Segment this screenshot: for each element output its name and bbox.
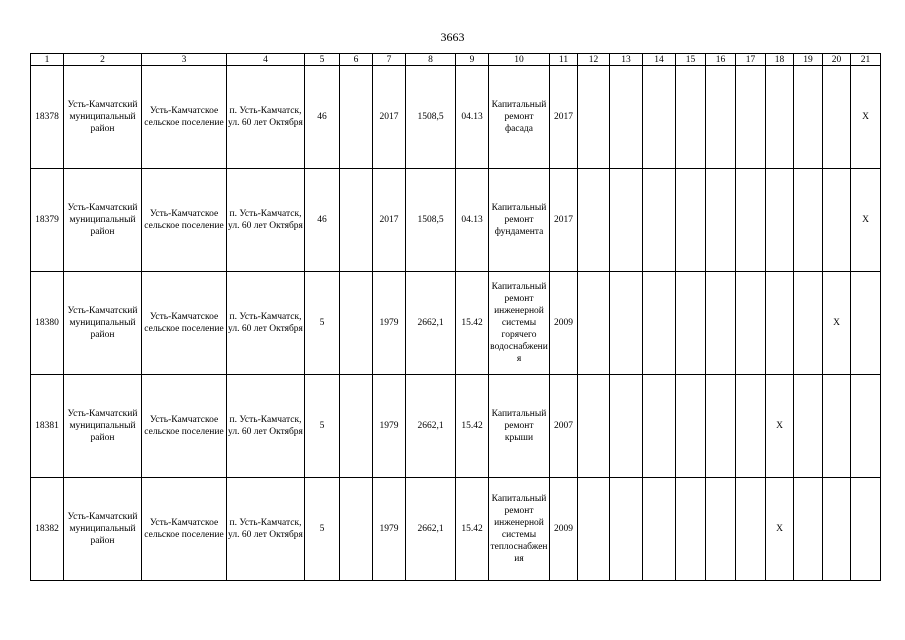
cell-col-12	[578, 478, 610, 581]
cell-col-13	[610, 478, 643, 581]
cell-col-3: Усть-Камчатское сельское поселение	[142, 478, 227, 581]
cell-col-12	[578, 375, 610, 478]
cell-col-19	[794, 66, 823, 169]
cell-col-12	[578, 66, 610, 169]
cell-col-9: 04.13	[456, 169, 489, 272]
cell-col-1: 18379	[31, 169, 64, 272]
cell-col-3: Усть-Камчатское сельское поселение	[142, 169, 227, 272]
cell-col-12	[578, 272, 610, 375]
cell-col-10: Капитальный ремонт фундамента	[489, 169, 550, 272]
cell-col-5: 46	[305, 169, 340, 272]
cell-col-16	[706, 169, 736, 272]
cell-col-8: 2662,1	[406, 478, 456, 581]
cell-col-4: п. Усть-Камчатск, ул. 60 лет Октября	[227, 272, 305, 375]
cell-col-15	[676, 272, 706, 375]
page-number: 3663	[440, 30, 465, 44]
cell-col-8: 2662,1	[406, 272, 456, 375]
column-header: 3	[142, 54, 227, 66]
column-header: 16	[706, 54, 736, 66]
cell-col-8: 1508,5	[406, 66, 456, 169]
cell-col-15	[676, 66, 706, 169]
table-row	[31, 169, 881, 272]
cell-col-11: 2017	[550, 66, 578, 169]
cell-col-2: Усть-Камчатский муниципальный район	[64, 66, 142, 169]
cell-col-19	[794, 169, 823, 272]
cell-col-20	[823, 375, 851, 478]
cell-col-16	[706, 272, 736, 375]
cell-col-9: 15.42	[456, 272, 489, 375]
cell-col-5: 5	[305, 375, 340, 478]
cell-col-21	[851, 272, 881, 375]
cell-col-17	[736, 169, 766, 272]
cell-col-18	[766, 272, 794, 375]
cell-col-7: 1979	[373, 272, 406, 375]
cell-col-18	[766, 169, 794, 272]
column-header: 20	[823, 54, 851, 66]
cell-col-19	[794, 478, 823, 581]
column-header: 7	[373, 54, 406, 66]
cell-col-10: Капитальный ремонт фасада	[489, 66, 550, 169]
column-header: 6	[340, 54, 373, 66]
column-header: 18	[766, 54, 794, 66]
cell-col-17	[736, 66, 766, 169]
table-row	[31, 478, 881, 581]
cell-col-21: Х	[851, 169, 881, 272]
column-header: 1	[31, 54, 64, 66]
table-row	[31, 66, 881, 169]
column-header: 11	[550, 54, 578, 66]
register-table	[30, 53, 881, 581]
cell-col-14	[643, 169, 676, 272]
cell-col-14	[643, 272, 676, 375]
cell-col-13	[610, 169, 643, 272]
cell-col-16	[706, 66, 736, 169]
column-header: 12	[578, 54, 610, 66]
cell-col-5: 5	[305, 478, 340, 581]
cell-col-20	[823, 478, 851, 581]
column-header: 21	[851, 54, 881, 66]
cell-col-10: Капитальный ремонт крыши	[489, 375, 550, 478]
cell-col-11: 2017	[550, 169, 578, 272]
cell-col-9: 15.42	[456, 375, 489, 478]
cell-col-5: 5	[305, 272, 340, 375]
cell-col-7: 1979	[373, 478, 406, 581]
cell-col-14	[643, 66, 676, 169]
cell-col-14	[643, 375, 676, 478]
cell-col-16	[706, 375, 736, 478]
cell-col-2: Усть-Камчатский муниципальный район	[64, 169, 142, 272]
cell-col-20	[823, 66, 851, 169]
cell-col-11: 2007	[550, 375, 578, 478]
cell-col-11: 2009	[550, 272, 578, 375]
cell-col-15	[676, 169, 706, 272]
cell-col-10: Капитальный ремонт инженерной системы горячего водоснабжения	[489, 272, 550, 375]
cell-col-6	[340, 66, 373, 169]
cell-col-21	[851, 375, 881, 478]
column-header: 19	[794, 54, 823, 66]
cell-col-1: 18381	[31, 375, 64, 478]
cell-col-4: п. Усть-Камчатск, ул. 60 лет Октября	[227, 66, 305, 169]
cell-col-15	[676, 478, 706, 581]
cell-col-19	[794, 375, 823, 478]
cell-col-3: Усть-Камчатское сельское поселение	[142, 272, 227, 375]
cell-col-5: 46	[305, 66, 340, 169]
cell-col-13	[610, 272, 643, 375]
cell-col-17	[736, 375, 766, 478]
cell-col-20	[823, 169, 851, 272]
cell-col-4: п. Усть-Камчатск, ул. 60 лет Октября	[227, 375, 305, 478]
column-header: 9	[456, 54, 489, 66]
cell-col-16	[706, 478, 736, 581]
cell-col-13	[610, 66, 643, 169]
column-header: 14	[643, 54, 676, 66]
cell-col-14	[643, 478, 676, 581]
cell-col-7: 1979	[373, 375, 406, 478]
cell-col-18: Х	[766, 478, 794, 581]
cell-col-21	[851, 478, 881, 581]
cell-col-21: Х	[851, 66, 881, 169]
cell-col-6	[340, 478, 373, 581]
cell-col-3: Усть-Камчатское сельское поселение	[142, 66, 227, 169]
column-header: 13	[610, 54, 643, 66]
cell-col-9: 15.42	[456, 478, 489, 581]
cell-col-7: 2017	[373, 169, 406, 272]
header-row	[31, 54, 881, 66]
column-header: 5	[305, 54, 340, 66]
table-row	[31, 375, 881, 478]
column-header: 17	[736, 54, 766, 66]
column-header: 15	[676, 54, 706, 66]
cell-col-18	[766, 66, 794, 169]
cell-col-3: Усть-Камчатское сельское поселение	[142, 375, 227, 478]
table-row	[31, 272, 881, 375]
table-body	[31, 54, 881, 581]
cell-col-11: 2009	[550, 478, 578, 581]
cell-col-1: 18382	[31, 478, 64, 581]
cell-col-12	[578, 169, 610, 272]
column-header: 8	[406, 54, 456, 66]
cell-col-17	[736, 272, 766, 375]
cell-col-18: Х	[766, 375, 794, 478]
cell-col-7: 2017	[373, 66, 406, 169]
cell-col-2: Усть-Камчатский муниципальный район	[64, 375, 142, 478]
cell-col-20: Х	[823, 272, 851, 375]
cell-col-1: 18378	[31, 66, 64, 169]
cell-col-15	[676, 375, 706, 478]
cell-col-17	[736, 478, 766, 581]
cell-col-10: Капитальный ремонт инженерной системы теплоснабжения	[489, 478, 550, 581]
cell-col-8: 1508,5	[406, 169, 456, 272]
column-header: 10	[489, 54, 550, 66]
cell-col-4: п. Усть-Камчатск, ул. 60 лет Октября	[227, 169, 305, 272]
cell-col-1: 18380	[31, 272, 64, 375]
cell-col-2: Усть-Камчатский муниципальный район	[64, 272, 142, 375]
cell-col-19	[794, 272, 823, 375]
cell-col-8: 2662,1	[406, 375, 456, 478]
cell-col-6	[340, 272, 373, 375]
cell-col-6	[340, 169, 373, 272]
cell-col-9: 04.13	[456, 66, 489, 169]
cell-col-2: Усть-Камчатский муниципальный район	[64, 478, 142, 581]
column-header: 2	[64, 54, 142, 66]
cell-col-4: п. Усть-Камчатск, ул. 60 лет Октября	[227, 478, 305, 581]
column-header: 4	[227, 54, 305, 66]
cell-col-13	[610, 375, 643, 478]
cell-col-6	[340, 375, 373, 478]
